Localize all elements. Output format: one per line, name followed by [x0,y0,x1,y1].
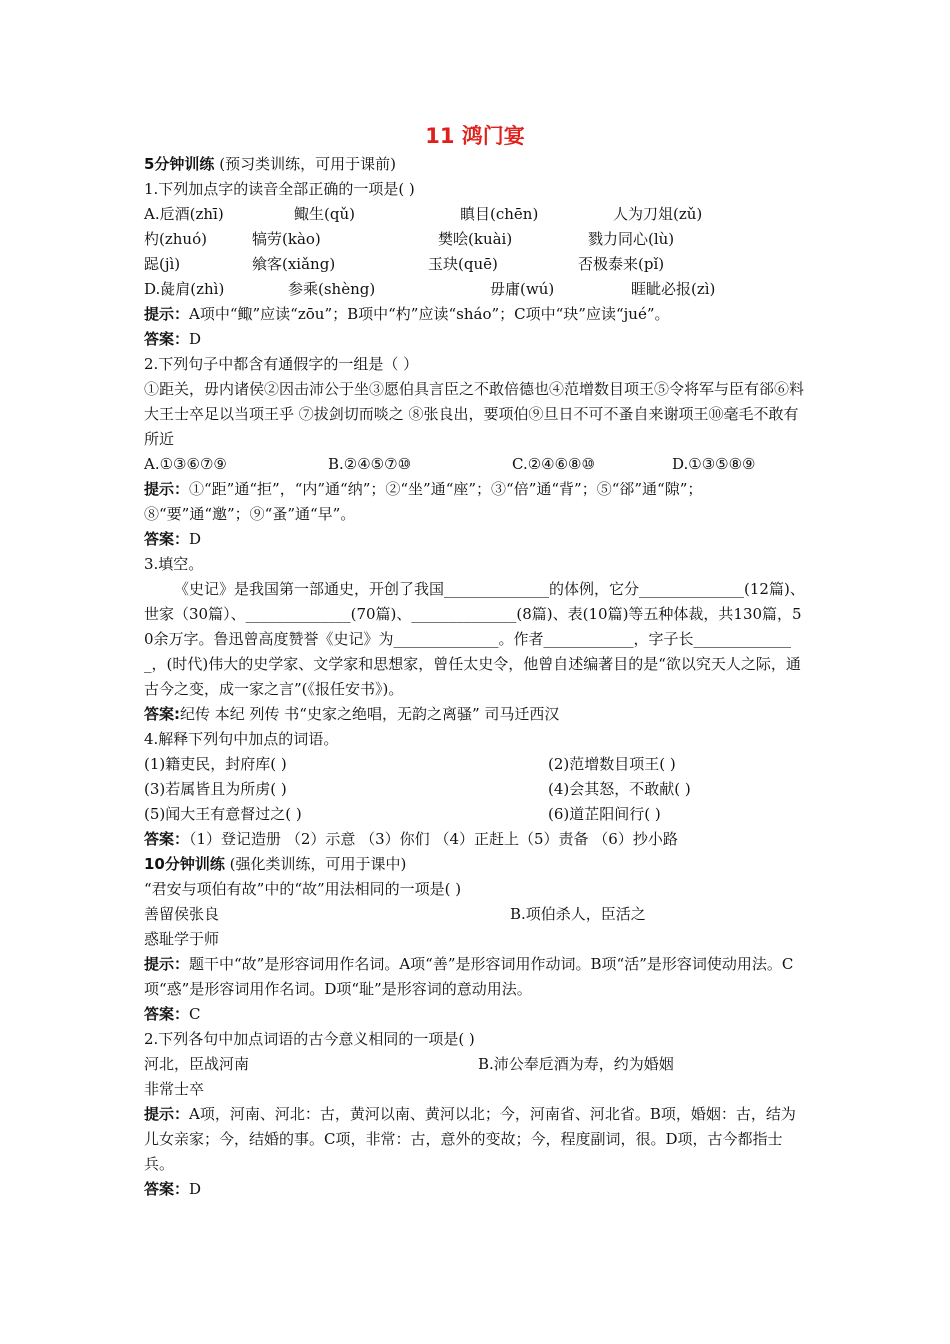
option-item: B.沛公奉卮酒为寿，约为婚姻 [478,1055,674,1073]
hint-text: 题干中“故”是形容词用作名词。A项“善”是形容词用作动词。B项“活”是形容词使动用法。C项“惑”是形容词用作名词。D项“耻”是形容词的意动用法。 [144,955,794,998]
hint-text: A项，河南、河北：古，黄河以南、黄河以北；今，河南省、河北省。B项，婚姻：古，结为儿女亲家；今，结婚的事。C项，非常：古，意外的变故；今，程度副词，很。D项，古今都指士兵。 [144,1105,796,1173]
hint-label: 提示： [144,480,190,498]
option-row [144,277,806,302]
answer [144,702,806,727]
answer-label: 答案： [144,530,190,548]
option-item: A.卮酒(zhī) [144,205,224,223]
document-page [144,120,806,1202]
section-note: (强化类训练，可用于课中) [229,855,407,873]
option-item: A.①③⑥⑦⑨ [144,455,227,473]
section-title: 10分钟训练 [144,855,225,873]
option-item: 惑耻学于师 [144,930,220,948]
option-item: 善留侯张良 [144,905,220,923]
option-item: 樊哙(kuài) [438,230,513,248]
page-title: 11 鸿门宴 [425,124,525,148]
option-item: D.彘肩(zhì) [144,280,225,298]
question-stem: 4.解释下列句中加点的词语。 [144,730,339,748]
option-row [144,202,806,227]
question-stem: “君安与项伯有故”中的“故”用法相同的一项是( ) [144,880,462,898]
answer-label: 答案： [144,330,190,348]
option-item: 犒劳(kào) [252,230,321,248]
hint [144,952,806,1002]
question-stem: 1.下列加点字的读音全部正确的一项是( ) [144,180,415,198]
answer [144,527,806,552]
answer [144,327,806,352]
option-item: 戮力同心(lù) [588,230,675,248]
hint-label: 提示： [144,1105,190,1123]
option-item: 睚眦必报(zì) [631,280,716,298]
option-item: (4)会其怒，不敢献( ) [548,780,691,798]
answer-label: 答案: [144,705,180,723]
option-item: 飨客(xiǎng) [252,255,336,273]
hint-text: ①“距”通“拒”，“内”通“纳”；②“坐”通“座”；③“倍”通“背”；⑤“郤”通“隙”；⑧“要”通“邀”；⑨“蚤”通“早”。 [144,480,703,523]
section-title: 5分钟训练 [144,155,215,173]
option-row [144,252,806,277]
question-body: 《史记》是我国第一部通史，开创了我国______________的体例，它分______________(12篇)、世家（30篇）、______________(70篇)、______________(8篇)、表(10篇)等五种体裁，共130篇，50余万字。鲁迅曾高度赞誉《史记》为______________。作者____________，字子长______________，(时代)伟大的史学家、文学家和思想家，曾任太史令，他曾自述编著目的是“欲以究天人之际，通古今之变，成一家之言”(《报任安书》)。 [144,580,805,698]
option-item: (3)若属皆且为所虏( ) [144,780,287,798]
option-item: (6)道芷阳间行( ) [548,805,661,823]
option-item: (5)闻大王有意督过之( ) [144,805,302,823]
answer-text: D [189,530,202,548]
section-heading [144,852,806,877]
answer [144,827,806,852]
question-stem: 2.下列各句中加点词语的古今意义相同的一项是( ) [144,1030,475,1048]
option-item: 瞋目(chēn) [460,205,539,223]
option-item: B.项伯杀人，臣活之 [510,905,646,923]
option-item: B.②④⑤⑦⑩ [328,455,412,473]
question-stem: 3.填空。 [144,555,204,573]
answer-text: C [189,1005,201,1023]
option-item: (2)范增数目项王( ) [548,755,676,773]
answer-text: 纪传 本纪 列传 书“史家之绝唱，无韵之离骚” 司马迁西汉 [180,705,560,723]
option-row [144,1052,806,1077]
option-item: 跽(jì) [144,255,181,273]
option-item: 河北，臣战河南 [144,1055,250,1073]
option-item: 毋庸(wú) [490,280,555,298]
answer-label: 答案： [144,830,190,848]
option-item: 杓(zhuó) [144,230,207,248]
answer-text: D [189,1180,202,1198]
hint-label: 提示： [144,955,190,973]
hint-label: 提示： [144,305,190,323]
option-item: (1)籍吏民，封府库( ) [144,755,287,773]
answer-text: D [189,330,202,348]
section-note: (预习类训练，可用于课前) [219,155,396,173]
option-row [144,802,806,827]
hint [144,1102,806,1177]
hint [144,302,806,327]
option-item: 参乘(shèng) [288,280,376,298]
section-heading [144,152,806,177]
option-item: 否极泰来(pǐ) [578,255,665,273]
option-row [144,777,806,802]
answer-text: （1）登记造册 （2）示意 （3）你们 （4）正赶上（5）责备 （6）抄小路 [189,830,678,848]
option-row [144,452,806,477]
hint-text: A项中“鲰”应读“zōu”；B项中“杓”应读“sháo”；C项中“玦”应读“jué”。 [189,305,670,323]
answer-label: 答案： [144,1180,190,1198]
answer [144,1177,806,1202]
question-stem: 2.下列句子中都含有通假字的一组是（ ） [144,355,419,373]
option-item: 人为刀俎(zǔ) [613,205,703,223]
option-item: C.②④⑥⑧⑩ [512,455,595,473]
option-item: 非常士卒 [144,1080,205,1098]
option-row [144,902,806,927]
answer [144,1002,806,1027]
option-item: D.①③⑤⑧⑨ [672,455,756,473]
option-item: 鲰生(qǔ) [294,205,355,223]
hint [144,477,806,527]
answer-label: 答案： [144,1005,190,1023]
option-row [144,227,806,252]
question-body: ①距关，毋内诸侯②因击沛公于坐③愿伯具言臣之不敢倍德也④范增数目项王⑤令将军与臣有郤⑥料大王士卒足以当项王乎 ⑦拔剑切而啖之 ⑧张良出，要项伯⑨旦日不可不蚤自来谢项王⑩毫毛不敢有所近 [144,380,805,448]
option-row [144,752,806,777]
option-item: 玉玦(quē) [428,255,498,273]
